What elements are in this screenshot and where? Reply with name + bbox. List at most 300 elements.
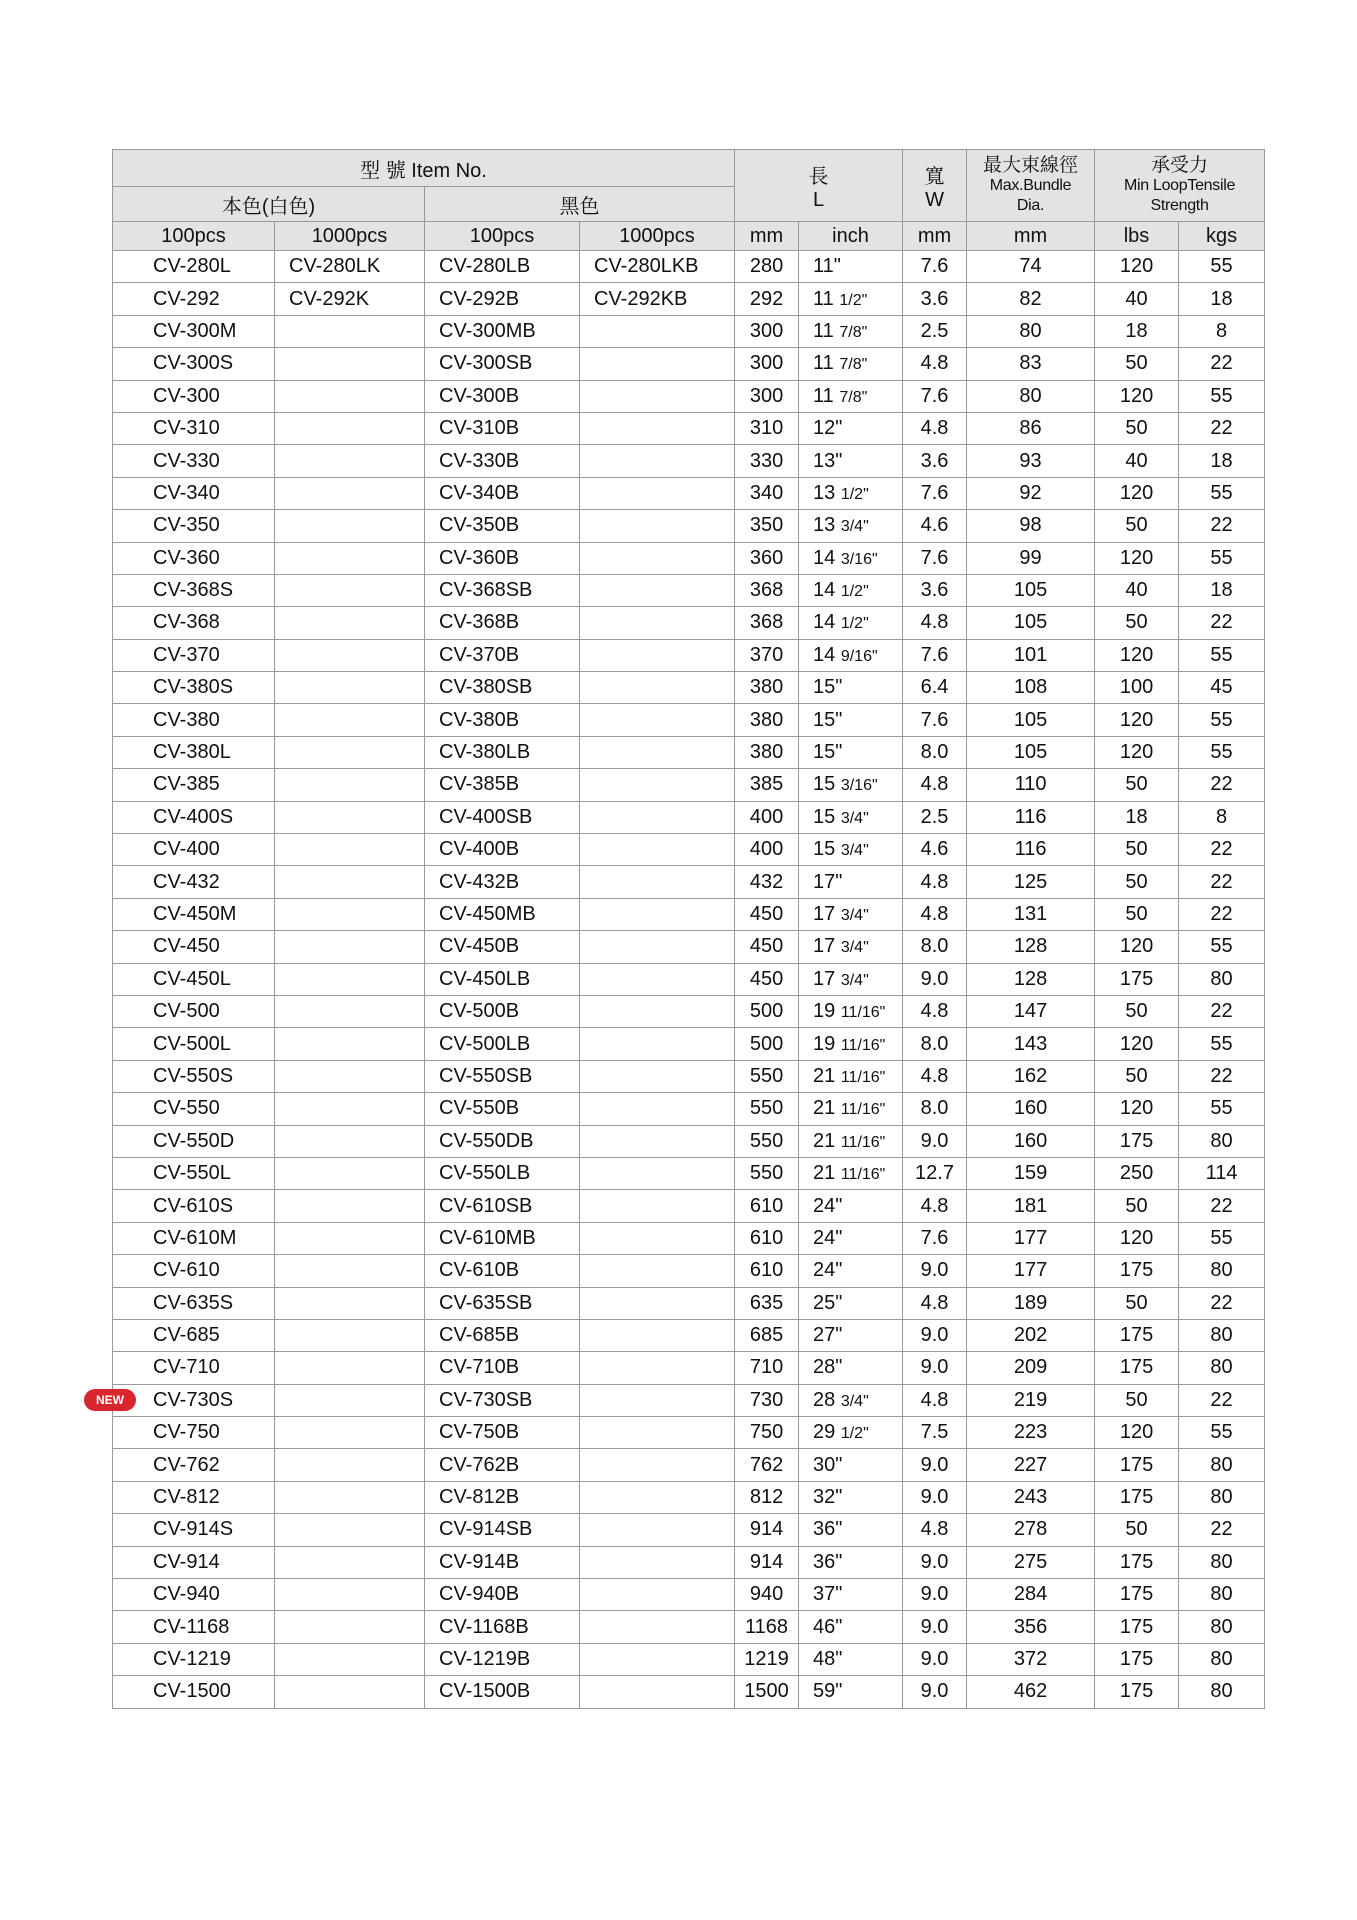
tensile-kgs-cell: 55	[1179, 704, 1265, 736]
inch-whole: 21	[813, 1064, 841, 1087]
width-mm-cell: 3.6	[903, 574, 967, 606]
tensile-lbs-cell: 175	[1095, 1481, 1179, 1513]
width-mm-cell: 7.6	[903, 380, 967, 412]
natural-100pcs-cell: CV-370	[113, 639, 275, 671]
length-mm-cell: 812	[735, 1481, 799, 1513]
black-1000pcs-cell	[580, 380, 735, 412]
cable-tie-spec-table	[112, 149, 1265, 1709]
inch-fraction: 3/4"	[840, 939, 869, 957]
black-1000pcs-cell	[580, 1643, 735, 1675]
width-mm-cell: 9.0	[903, 1449, 967, 1481]
inch-whole: 11	[813, 352, 840, 375]
tensile-lbs-cell: 50	[1095, 995, 1179, 1027]
black-100pcs-cell: CV-400SB	[425, 801, 580, 833]
bundle-dia-mm-cell: 80	[967, 380, 1095, 412]
bundle-dia-mm-cell: 125	[967, 866, 1095, 898]
natural-100pcs-cell: CV-300S	[113, 348, 275, 380]
inch-whole: 21	[813, 1097, 841, 1120]
table-row	[113, 736, 1265, 768]
natural-1000pcs-cell	[275, 704, 425, 736]
table-row	[113, 1676, 1265, 1708]
inch-whole: 59"	[813, 1680, 843, 1703]
natural-1000pcs-cell	[275, 769, 425, 801]
bundle-dia-mm-cell: 143	[967, 1028, 1095, 1060]
inch-whole: 19	[813, 1032, 841, 1055]
length-mm-cell: 940	[735, 1579, 799, 1611]
natural-1000pcs-cell	[275, 963, 425, 995]
inch-fraction: 11/16"	[840, 1166, 886, 1184]
inch-whole: 30"	[813, 1453, 843, 1476]
inch-whole: 17	[813, 935, 841, 958]
inch-whole: 13	[813, 514, 841, 537]
length-inch-cell	[799, 348, 903, 380]
bundle-dia-mm-cell: 82	[967, 283, 1095, 315]
black-1000pcs-cell	[580, 1579, 735, 1611]
natural-1000pcs-cell	[275, 995, 425, 1027]
length-mm-cell: 300	[735, 380, 799, 412]
black-1000pcs-cell	[580, 1157, 735, 1189]
width-mm-cell: 9.0	[903, 1125, 967, 1157]
tensile-lbs-cell: 100	[1095, 672, 1179, 704]
length-mm-cell: 310	[735, 412, 799, 444]
tensile-kgs-cell: 22	[1179, 348, 1265, 380]
black-1000pcs-cell	[580, 1093, 735, 1125]
natural-1000pcs-cell	[275, 542, 425, 574]
black-100pcs-cell: CV-450MB	[425, 898, 580, 930]
length-inch-cell	[799, 1319, 903, 1351]
black-100pcs-cell: CV-550LB	[425, 1157, 580, 1189]
table-row	[113, 1352, 1265, 1384]
tensile-kgs-cell: 55	[1179, 1028, 1265, 1060]
length-inch-cell	[799, 963, 903, 995]
item-no-header: 型 號 Item No.	[113, 150, 735, 187]
bundle-dia-mm-cell: 105	[967, 736, 1095, 768]
black-100pcs-cell: CV-400B	[425, 834, 580, 866]
width-mm-cell: 9.0	[903, 1611, 967, 1643]
table-row	[113, 801, 1265, 833]
inch-whole: 36"	[813, 1518, 843, 1541]
tensile-kgs-cell: 8	[1179, 801, 1265, 833]
black-100pcs-cell: CV-280LB	[425, 251, 580, 283]
black-1000pcs-cell	[580, 1060, 735, 1092]
length-inch-cell	[799, 1611, 903, 1643]
natural-100pcs-cell: CV-500L	[113, 1028, 275, 1060]
length-inch-cell	[799, 931, 903, 963]
bundle-dia-mm-cell: 105	[967, 574, 1095, 606]
inch-whole: 24"	[813, 1194, 843, 1217]
tensile-en-1: Min LoopTensile	[1123, 176, 1236, 194]
inch-whole: 48"	[813, 1647, 843, 1670]
table-row	[113, 412, 1265, 444]
black-1000pcs-cell	[580, 834, 735, 866]
bundle-dia-mm-cell: 128	[967, 931, 1095, 963]
unit-header: lbs	[1095, 222, 1179, 251]
bundle-dia-mm-cell: 128	[967, 963, 1095, 995]
length-en: L	[812, 188, 825, 211]
width-cn: 寬	[924, 165, 945, 188]
length-mm-cell: 350	[735, 510, 799, 542]
natural-1000pcs-cell	[275, 672, 425, 704]
width-mm-cell: 4.8	[903, 348, 967, 380]
tensile-lbs-cell: 18	[1095, 801, 1179, 833]
width-mm-cell: 3.6	[903, 445, 967, 477]
length-mm-cell: 450	[735, 898, 799, 930]
tensile-lbs-cell: 175	[1095, 1579, 1179, 1611]
bundle-dia-mm-cell: 278	[967, 1514, 1095, 1546]
table-row	[113, 607, 1265, 639]
table-row	[113, 963, 1265, 995]
inch-fraction: 1/2"	[840, 615, 869, 633]
natural-1000pcs-cell	[275, 445, 425, 477]
natural-1000pcs-cell	[275, 1319, 425, 1351]
natural-100pcs-cell: CV-450	[113, 931, 275, 963]
natural-100pcs-cell: CV-400S	[113, 801, 275, 833]
table-row	[113, 769, 1265, 801]
tensile-kgs-cell: 22	[1179, 866, 1265, 898]
natural-100pcs-cell: CV-610S	[113, 1190, 275, 1222]
inch-fraction: 3/4"	[840, 1392, 869, 1410]
tensile-kgs-cell: 22	[1179, 1287, 1265, 1319]
black-100pcs-cell: CV-762B	[425, 1449, 580, 1481]
unit-header: 100pcs	[425, 222, 580, 251]
table-row	[113, 477, 1265, 509]
width-mm-cell: 4.6	[903, 510, 967, 542]
unit-header: 1000pcs	[580, 222, 735, 251]
length-inch-cell	[799, 510, 903, 542]
black-1000pcs-cell	[580, 995, 735, 1027]
width-mm-cell: 9.0	[903, 1255, 967, 1287]
black-1000pcs-cell	[580, 736, 735, 768]
inch-fraction: 3/16"	[840, 777, 878, 795]
black-100pcs-cell: CV-710B	[425, 1352, 580, 1384]
table-row	[113, 866, 1265, 898]
natural-1000pcs-cell	[275, 477, 425, 509]
inch-fraction: 11/16"	[840, 1133, 886, 1151]
black-100pcs-cell: CV-300SB	[425, 348, 580, 380]
table-row	[113, 1449, 1265, 1481]
inch-whole: 36"	[813, 1550, 843, 1573]
bundle-en-1: Max.Bundle	[989, 176, 1072, 194]
width-mm-cell: 8.0	[903, 736, 967, 768]
tensile-lbs-cell: 175	[1095, 1643, 1179, 1675]
inch-whole: 21	[813, 1162, 841, 1185]
width-mm-cell: 4.8	[903, 1514, 967, 1546]
inch-fraction: 9/16"	[840, 647, 878, 665]
width-mm-cell: 4.8	[903, 1287, 967, 1319]
inch-whole: 17	[813, 967, 841, 990]
black-1000pcs-cell	[580, 1676, 735, 1708]
natural-100pcs-cell: CV-450M	[113, 898, 275, 930]
inch-fraction: 3/16"	[840, 550, 878, 568]
length-mm-cell: 385	[735, 769, 799, 801]
length-mm-cell: 370	[735, 639, 799, 671]
natural-100pcs-cell: CV-610	[113, 1255, 275, 1287]
width-mm-cell: 4.8	[903, 412, 967, 444]
bundle-dia-mm-cell: 80	[967, 315, 1095, 347]
natural-1000pcs-cell	[275, 736, 425, 768]
inch-whole: 15"	[813, 708, 843, 731]
table-row	[113, 1287, 1265, 1319]
inch-fraction: 7/8"	[839, 356, 868, 374]
tensile-kgs-cell: 80	[1179, 1125, 1265, 1157]
black-1000pcs-cell	[580, 1255, 735, 1287]
length-inch-cell	[799, 834, 903, 866]
length-inch-cell	[799, 1060, 903, 1092]
tensile-kgs-cell: 55	[1179, 931, 1265, 963]
length-inch-cell	[799, 1157, 903, 1189]
tensile-lbs-cell: 175	[1095, 963, 1179, 995]
natural-100pcs-cell: CV-635S	[113, 1287, 275, 1319]
table-row	[113, 639, 1265, 671]
black-100pcs-cell: CV-360B	[425, 542, 580, 574]
length-mm-cell: 432	[735, 866, 799, 898]
length-mm-cell: 500	[735, 1028, 799, 1060]
inch-fraction: 11/16"	[840, 1004, 886, 1022]
inch-whole: 14	[813, 643, 841, 666]
natural-1000pcs-cell	[275, 1384, 425, 1416]
length-inch-cell	[799, 1255, 903, 1287]
width-mm-cell: 7.5	[903, 1417, 967, 1449]
length-mm-cell: 368	[735, 607, 799, 639]
bundle-dia-mm-cell: 372	[967, 1643, 1095, 1675]
tensile-lbs-cell: 175	[1095, 1546, 1179, 1578]
length-mm-cell: 730	[735, 1384, 799, 1416]
tensile-lbs-cell: 50	[1095, 412, 1179, 444]
bundle-dia-mm-cell: 83	[967, 348, 1095, 380]
table-row	[113, 542, 1265, 574]
black-1000pcs-cell	[580, 348, 735, 380]
bundle-dia-mm-cell: 98	[967, 510, 1095, 542]
black-100pcs-cell: CV-380B	[425, 704, 580, 736]
natural-1000pcs-cell	[275, 574, 425, 606]
natural-100pcs-cell: CV-292	[113, 283, 275, 315]
black-100pcs-cell: CV-330B	[425, 445, 580, 477]
length-inch-cell	[799, 1028, 903, 1060]
width-mm-cell: 7.6	[903, 251, 967, 283]
width-mm-cell: 7.6	[903, 1222, 967, 1254]
black-100pcs-cell: CV-292B	[425, 283, 580, 315]
width-mm-cell: 7.6	[903, 477, 967, 509]
length-mm-cell: 360	[735, 542, 799, 574]
table-row	[113, 1255, 1265, 1287]
inch-whole: 12"	[813, 417, 843, 440]
inch-fraction: 1/2"	[840, 485, 869, 503]
tensile-en-2: Strength	[1150, 196, 1209, 214]
bundle-dia-mm-cell: 99	[967, 542, 1095, 574]
tensile-lbs-cell: 50	[1095, 1384, 1179, 1416]
inch-whole: 15"	[813, 741, 843, 764]
table-row	[113, 704, 1265, 736]
bundle-dia-mm-cell: 356	[967, 1611, 1095, 1643]
length-inch-cell	[799, 283, 903, 315]
table-row	[113, 1060, 1265, 1092]
natural-100pcs-cell: CV-300M	[113, 315, 275, 347]
length-inch-cell	[799, 769, 903, 801]
tensile-lbs-cell: 50	[1095, 607, 1179, 639]
width-mm-cell: 4.8	[903, 1060, 967, 1092]
table-row	[113, 1546, 1265, 1578]
tensile-lbs-cell: 175	[1095, 1319, 1179, 1351]
inch-whole: 15	[813, 805, 841, 828]
inch-fraction: 3/4"	[840, 809, 869, 827]
black-100pcs-cell: CV-432B	[425, 866, 580, 898]
length-inch-cell	[799, 445, 903, 477]
length-mm-cell: 300	[735, 348, 799, 380]
black-100pcs-cell: CV-610MB	[425, 1222, 580, 1254]
length-mm-cell: 685	[735, 1319, 799, 1351]
black-1000pcs-cell	[580, 1546, 735, 1578]
natural-100pcs-cell: CV-1168	[113, 1611, 275, 1643]
length-inch-cell	[799, 607, 903, 639]
length-inch-cell	[799, 1222, 903, 1254]
table-row	[113, 1514, 1265, 1546]
inch-whole: 37"	[813, 1583, 843, 1606]
tensile-lbs-cell: 120	[1095, 477, 1179, 509]
natural-1000pcs-cell	[275, 1546, 425, 1578]
bundle-dia-mm-cell: 219	[967, 1384, 1095, 1416]
natural-100pcs-cell: CV-330	[113, 445, 275, 477]
length-inch-cell	[799, 1190, 903, 1222]
width-mm-cell: 4.8	[903, 898, 967, 930]
tensile-lbs-cell: 120	[1095, 1417, 1179, 1449]
black-1000pcs-cell	[580, 1190, 735, 1222]
natural-1000pcs-cell	[275, 1028, 425, 1060]
tensile-kgs-cell: 80	[1179, 1352, 1265, 1384]
black-100pcs-cell: CV-300MB	[425, 315, 580, 347]
black-1000pcs-cell	[580, 1514, 735, 1546]
black-100pcs-cell: CV-310B	[425, 412, 580, 444]
tensile-lbs-cell: 40	[1095, 283, 1179, 315]
tensile-kgs-cell: 55	[1179, 477, 1265, 509]
black-100pcs-cell: CV-1168B	[425, 1611, 580, 1643]
bundle-dia-mm-cell: 110	[967, 769, 1095, 801]
width-mm-cell: 12.7	[903, 1157, 967, 1189]
table-row	[113, 1190, 1265, 1222]
black-1000pcs-cell	[580, 315, 735, 347]
black-1000pcs-cell	[580, 1222, 735, 1254]
bundle-dia-mm-cell: 101	[967, 639, 1095, 671]
bundle-dia-mm-cell: 202	[967, 1319, 1095, 1351]
tensile-lbs-cell: 120	[1095, 380, 1179, 412]
black-1000pcs-cell	[580, 1417, 735, 1449]
inch-whole: 24"	[813, 1259, 843, 1282]
black-1000pcs-cell: CV-280LKB	[580, 251, 735, 283]
natural-100pcs-cell: CV-1219	[113, 1643, 275, 1675]
length-mm-cell: 340	[735, 477, 799, 509]
natural-1000pcs-cell	[275, 510, 425, 542]
width-mm-cell: 9.0	[903, 1643, 967, 1675]
inch-whole: 25"	[813, 1291, 843, 1314]
bundle-dia-mm-cell: 116	[967, 834, 1095, 866]
black-100pcs-cell: CV-380SB	[425, 672, 580, 704]
inch-whole: 11"	[813, 255, 841, 278]
natural-1000pcs-cell	[275, 1676, 425, 1708]
natural-100pcs-cell: CV-500	[113, 995, 275, 1027]
table-row	[113, 283, 1265, 315]
black-1000pcs-cell	[580, 1611, 735, 1643]
tensile-kgs-cell: 18	[1179, 574, 1265, 606]
table-row	[113, 348, 1265, 380]
length-inch-cell	[799, 1514, 903, 1546]
table-row	[113, 1125, 1265, 1157]
natural-1000pcs-cell	[275, 1222, 425, 1254]
length-inch-cell	[799, 1093, 903, 1125]
natural-1000pcs-cell	[275, 315, 425, 347]
width-mm-cell: 8.0	[903, 1093, 967, 1125]
table-row	[113, 1384, 1265, 1416]
units-row	[113, 222, 1265, 251]
length-mm-cell: 300	[735, 315, 799, 347]
natural-1000pcs-cell	[275, 801, 425, 833]
length-mm-cell: 1168	[735, 1611, 799, 1643]
tensile-kgs-cell: 80	[1179, 1481, 1265, 1513]
tensile-lbs-cell: 40	[1095, 574, 1179, 606]
black-1000pcs-cell	[580, 1352, 735, 1384]
inch-fraction: 3/4"	[840, 842, 869, 860]
tensile-lbs-cell: 50	[1095, 834, 1179, 866]
tensile-lbs-cell: 175	[1095, 1352, 1179, 1384]
length-inch-cell	[799, 736, 903, 768]
table-row	[113, 315, 1265, 347]
width-mm-cell: 4.8	[903, 1384, 967, 1416]
tensile-lbs-cell: 50	[1095, 769, 1179, 801]
length-inch-cell	[799, 315, 903, 347]
tensile-lbs-cell: 50	[1095, 866, 1179, 898]
length-inch-cell	[799, 704, 903, 736]
natural-100pcs-cell: CV-550	[113, 1093, 275, 1125]
length-cn: 長	[808, 165, 829, 188]
natural-100pcs-cell: CV-360	[113, 542, 275, 574]
tensile-kgs-cell: 80	[1179, 1255, 1265, 1287]
natural-color-header: 本色(白色)	[113, 187, 425, 222]
unit-header: mm	[735, 222, 799, 251]
length-inch-cell	[799, 542, 903, 574]
black-100pcs-cell: CV-914B	[425, 1546, 580, 1578]
table-row	[113, 251, 1265, 283]
black-1000pcs-cell	[580, 1481, 735, 1513]
natural-100pcs-cell: CV-914	[113, 1546, 275, 1578]
tensile-lbs-cell: 50	[1095, 1287, 1179, 1319]
length-mm-cell: 914	[735, 1514, 799, 1546]
table-row	[113, 1481, 1265, 1513]
black-100pcs-cell: CV-450LB	[425, 963, 580, 995]
inch-whole: 17"	[813, 870, 843, 893]
table-row	[113, 1611, 1265, 1643]
tensile-lbs-cell: 18	[1095, 315, 1179, 347]
black-1000pcs-cell	[580, 510, 735, 542]
header-row-1	[113, 150, 1265, 187]
tensile-lbs-cell: 175	[1095, 1255, 1179, 1287]
inch-whole: 11	[813, 384, 840, 407]
tensile-kgs-cell: 45	[1179, 672, 1265, 704]
length-inch-cell	[799, 477, 903, 509]
inch-whole: 28"	[813, 1356, 843, 1379]
natural-1000pcs-cell	[275, 1190, 425, 1222]
inch-whole: 15	[813, 773, 841, 796]
length-mm-cell: 330	[735, 445, 799, 477]
table-row	[113, 898, 1265, 930]
tensile-lbs-cell: 175	[1095, 1125, 1179, 1157]
bundle-dia-mm-cell: 116	[967, 801, 1095, 833]
unit-header: inch	[799, 222, 903, 251]
natural-100pcs-cell: CV-280L	[113, 251, 275, 283]
length-inch-cell	[799, 1287, 903, 1319]
inch-whole: 32"	[813, 1486, 843, 1509]
black-100pcs-cell: CV-368B	[425, 607, 580, 639]
length-mm-cell: 1500	[735, 1676, 799, 1708]
natural-1000pcs-cell	[275, 834, 425, 866]
black-color-header: 黑色	[425, 187, 735, 222]
